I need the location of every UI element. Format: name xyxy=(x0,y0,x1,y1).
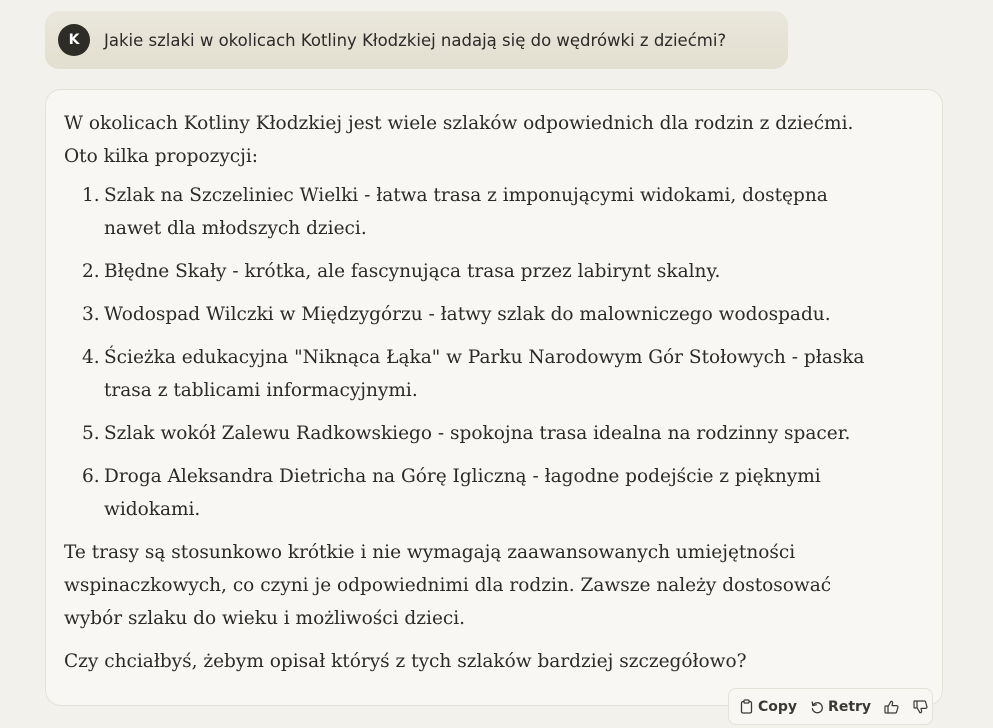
list-item xyxy=(64,298,876,331)
assistant-reply-body xyxy=(64,107,876,678)
list-item-text: Ścieżka edukacyjna "Niknąca Łąka" w Parku Narodowym Gór Stołowych - płaska trasa z tablicami informacyjnymi. xyxy=(104,347,865,401)
copy-button[interactable] xyxy=(740,699,797,715)
list-item xyxy=(64,255,876,288)
list-item-number: 3. xyxy=(82,304,100,325)
user-message-bubble xyxy=(45,11,788,69)
user-avatar: K xyxy=(58,24,90,56)
thumbs-down-icon xyxy=(913,700,928,714)
list-item-text: Wodospad Wilczki w Międzygórzu - łatwy szlak do malowniczego wodospadu. xyxy=(104,304,831,325)
reply-question: Czy chciałbyś, żebym opisał któryś z tych szlaków bardziej szczegółowo? xyxy=(64,651,747,672)
list-item-text: Droga Aleksandra Dietricha na Górę Igliczną - łagodne podejście z pięknymi widokami. xyxy=(104,466,821,520)
reply-outro: Te trasy są stosunkowo krótkie i nie wymagają zaawansowanych umiejętności wspinaczkowych, co czyni je odpowiednimi dla rodzin. Zawsze należy dostosować wybór szlaku do wieku i możliwości dzieci. xyxy=(64,542,832,629)
list-item-number: 5. xyxy=(82,423,100,444)
assistant-reply-card xyxy=(45,89,943,706)
thumbs-up-button[interactable] xyxy=(884,700,899,714)
list-item-number: 1. xyxy=(82,185,100,206)
list-item-number: 4. xyxy=(82,347,100,368)
message-actions-bar xyxy=(728,688,933,725)
retry-button[interactable] xyxy=(810,699,871,715)
list-item-text: Szlak wokół Zalewu Radkowskiego - spokojna trasa idealna na rodzinny spacer. xyxy=(104,423,851,444)
list-item-number: 6. xyxy=(82,466,100,487)
list-item xyxy=(64,179,876,245)
list-item-text: Błędne Skały - krótka, ale fascynująca trasa przez labirynt skalny. xyxy=(104,261,721,282)
list-item-text: Szlak na Szczeliniec Wielki - łatwa trasa z imponującymi widokami, dostępna nawet dla młodszych dzieci. xyxy=(104,185,828,239)
trail-suggestions-list xyxy=(64,179,876,526)
list-item xyxy=(64,341,876,407)
retry-arrow-icon xyxy=(810,700,824,714)
user-message-text: Jakie szlaki w okolicach Kotliny Kłodzkiej nadają się do wędrówki z dziećmi? xyxy=(104,30,727,50)
list-item xyxy=(64,460,876,526)
copy-button-label: Copy xyxy=(758,698,798,715)
list-item-number: 2. xyxy=(82,261,100,282)
clipboard-icon xyxy=(740,699,753,714)
retry-button-label: Retry xyxy=(828,698,872,715)
thumbs-down-button[interactable] xyxy=(913,700,928,714)
reply-intro: W okolicach Kotliny Kłodzkiej jest wiele szlaków odpowiednich dla rodzin z dziećmi. Oto kilka propozycji: xyxy=(64,113,854,167)
list-item xyxy=(64,417,876,450)
thumbs-up-icon xyxy=(884,700,899,714)
